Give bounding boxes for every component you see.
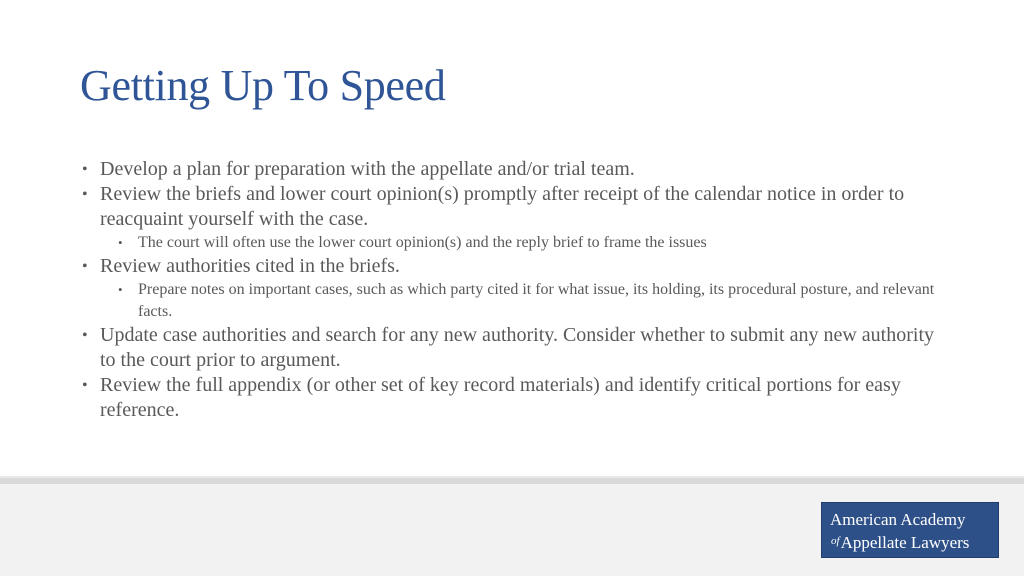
sub-bullet-item — [80, 279, 950, 323]
bullet-icon: • — [82, 186, 88, 203]
bullet-icon: • — [82, 377, 88, 394]
logo-of: of — [831, 535, 840, 547]
bullet-text: Develop a plan for preparation with the appellate and/or trial team. — [100, 158, 635, 180]
bullet-icon: • — [82, 161, 88, 178]
bullet-text: Review authorities cited in the briefs. — [100, 255, 400, 277]
logo-line-2-text: Appellate Lawyers — [840, 533, 970, 552]
bullet-icon: • — [118, 235, 123, 250]
bullet-item — [80, 254, 950, 279]
bullet-item — [80, 182, 950, 232]
bullet-item — [80, 373, 950, 423]
slide-title: Getting Up To Speed — [80, 61, 446, 110]
bullet-icon: • — [82, 258, 88, 275]
sub-bullet-text: The court will often use the lower court opinion(s) and the reply brief to frame the issues — [138, 234, 707, 251]
logo-line-2 — [831, 531, 969, 553]
bullet-icon: • — [118, 282, 123, 297]
bullet-text: Review the briefs and lower court opinion(s) promptly after receipt of the calendar notice in order to reacquaint yourself with the case. — [100, 183, 905, 230]
logo-line-1: American Academy — [830, 510, 966, 529]
bullet-item — [80, 157, 950, 182]
sub-bullet-text: Prepare notes on important cases, such as which party cited it for what issue, its holding, its procedural posture, and relevant facts. — [138, 281, 935, 320]
sub-bullet-item — [80, 232, 950, 254]
organization-logo — [821, 502, 999, 558]
bullet-text: Review the full appendix (or other set of key record materials) and identify critical portions for easy reference. — [100, 374, 901, 421]
bullet-text: Update case authorities and search for any new authority. Consider whether to submit any new authority to the court prior to argument. — [100, 324, 935, 371]
bullet-icon: • — [82, 327, 88, 344]
bullet-list — [80, 157, 950, 423]
bullet-item — [80, 323, 950, 373]
